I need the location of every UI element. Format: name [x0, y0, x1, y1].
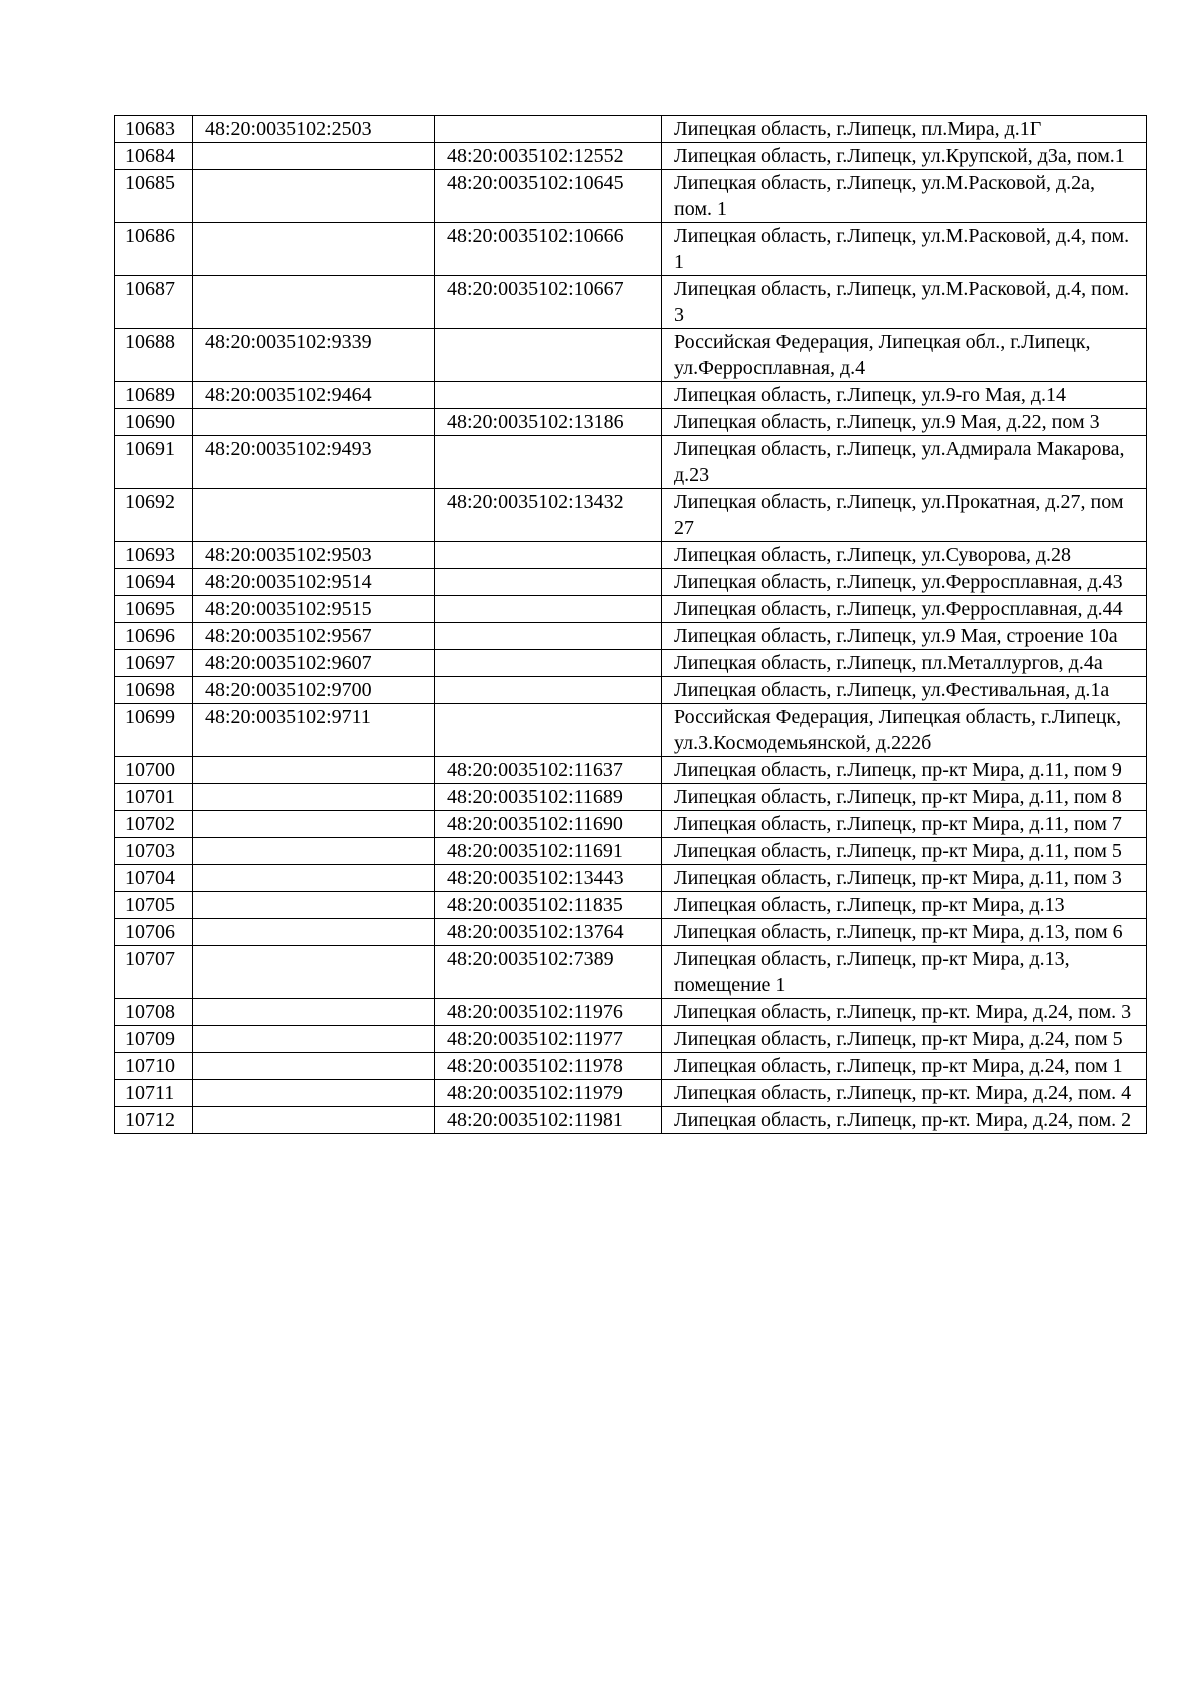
- address-cell: Липецкая область, г.Липецк, пр-кт. Мира, д.24, пом. 3: [662, 999, 1147, 1026]
- land-cadastral-number-cell: [193, 757, 435, 784]
- table-row: [115, 409, 1147, 436]
- table-row: [115, 1053, 1147, 1080]
- premises-cadastral-number-cell: 48:20:0035102:11689: [435, 784, 662, 811]
- row-number-cell: 10702: [115, 811, 193, 838]
- row-number-cell: 10703: [115, 838, 193, 865]
- address-cell: Липецкая область, г.Липецк, ул.М.Расковой, д.2а, пом. 1: [662, 170, 1147, 223]
- table-row: [115, 542, 1147, 569]
- premises-cadastral-number-cell: 48:20:0035102:11977: [435, 1026, 662, 1053]
- table-row: [115, 116, 1147, 143]
- land-cadastral-number-cell: 48:20:0035102:9493: [193, 436, 435, 489]
- land-cadastral-number-cell: [193, 892, 435, 919]
- table-row: [115, 223, 1147, 276]
- premises-cadastral-number-cell: [435, 329, 662, 382]
- land-cadastral-number-cell: [193, 276, 435, 329]
- address-cell: Липецкая область, г.Липецк, пр-кт Мира, д.24, пом 5: [662, 1026, 1147, 1053]
- land-cadastral-number-cell: [193, 838, 435, 865]
- address-cell: Липецкая область, г.Липецк, ул.9 Мая, д.22, пом 3: [662, 409, 1147, 436]
- land-cadastral-number-cell: [193, 170, 435, 223]
- row-number-cell: 10697: [115, 650, 193, 677]
- address-cell: Липецкая область, г.Липецк, пр-кт Мира, д.13: [662, 892, 1147, 919]
- row-number-cell: 10683: [115, 116, 193, 143]
- row-number-cell: 10685: [115, 170, 193, 223]
- premises-cadastral-number-cell: 48:20:0035102:11981: [435, 1107, 662, 1134]
- premises-cadastral-number-cell: 48:20:0035102:10667: [435, 276, 662, 329]
- premises-cadastral-number-cell: 48:20:0035102:11690: [435, 811, 662, 838]
- address-cell: Липецкая область, г.Липецк, ул.М.Расковой, д.4, пом. 3: [662, 276, 1147, 329]
- premises-cadastral-number-cell: 48:20:0035102:11976: [435, 999, 662, 1026]
- address-cell: Липецкая область, г.Липецк, пр-кт Мира, д.13, помещение 1: [662, 946, 1147, 999]
- row-number-cell: 10692: [115, 489, 193, 542]
- premises-cadastral-number-cell: [435, 116, 662, 143]
- address-cell: Липецкая область, г.Липецк, ул.Фестивальная, д.1а: [662, 677, 1147, 704]
- land-cadastral-number-cell: [193, 409, 435, 436]
- row-number-cell: 10700: [115, 757, 193, 784]
- address-cell: Липецкая область, г.Липецк, пр-кт Мира, д.11, пом 3: [662, 865, 1147, 892]
- address-cell: Липецкая область, г.Липецк, ул.Ферросплавная, д.43: [662, 569, 1147, 596]
- premises-cadastral-number-cell: 48:20:0035102:10666: [435, 223, 662, 276]
- table-row: [115, 892, 1147, 919]
- address-cell: Липецкая область, г.Липецк, ул.Прокатная, д.27, пом 27: [662, 489, 1147, 542]
- address-cell: Липецкая область, г.Липецк, ул.Крупской, д3а, пом.1: [662, 143, 1147, 170]
- row-number-cell: 10694: [115, 569, 193, 596]
- land-cadastral-number-cell: 48:20:0035102:9711: [193, 704, 435, 757]
- row-number-cell: 10689: [115, 382, 193, 409]
- address-cell: Липецкая область, г.Липецк, ул.Адмирала Макарова, д.23: [662, 436, 1147, 489]
- address-cell: Липецкая область, г.Липецк, ул.М.Расковой, д.4, пом. 1: [662, 223, 1147, 276]
- land-cadastral-number-cell: [193, 919, 435, 946]
- address-cell: Липецкая область, г.Липецк, пр-кт Мира, д.11, пом 9: [662, 757, 1147, 784]
- land-cadastral-number-cell: 48:20:0035102:2503: [193, 116, 435, 143]
- address-cell: Российская Федерация, Липецкая обл., г.Липецк, ул.Ферросплавная, д.4: [662, 329, 1147, 382]
- table-row: [115, 276, 1147, 329]
- land-cadastral-number-cell: [193, 1053, 435, 1080]
- land-cadastral-number-cell: [193, 999, 435, 1026]
- table-row: [115, 569, 1147, 596]
- address-cell: Липецкая область, г.Липецк, пр-кт Мира, д.11, пом 7: [662, 811, 1147, 838]
- land-cadastral-number-cell: [193, 865, 435, 892]
- land-cadastral-number-cell: 48:20:0035102:9567: [193, 623, 435, 650]
- land-cadastral-number-cell: 48:20:0035102:9700: [193, 677, 435, 704]
- table-row: [115, 757, 1147, 784]
- premises-cadastral-number-cell: 48:20:0035102:13432: [435, 489, 662, 542]
- row-number-cell: 10690: [115, 409, 193, 436]
- table-row: [115, 650, 1147, 677]
- address-cell: Липецкая область, г.Липецк, ул.9 Мая, строение 10а: [662, 623, 1147, 650]
- table-row: [115, 1107, 1147, 1134]
- premises-cadastral-number-cell: 48:20:0035102:11637: [435, 757, 662, 784]
- row-number-cell: 10699: [115, 704, 193, 757]
- premises-cadastral-number-cell: 48:20:0035102:13186: [435, 409, 662, 436]
- row-number-cell: 10710: [115, 1053, 193, 1080]
- row-number-cell: 10686: [115, 223, 193, 276]
- row-number-cell: 10691: [115, 436, 193, 489]
- row-number-cell: 10701: [115, 784, 193, 811]
- premises-cadastral-number-cell: [435, 436, 662, 489]
- premises-cadastral-number-cell: 48:20:0035102:11691: [435, 838, 662, 865]
- row-number-cell: 10687: [115, 276, 193, 329]
- row-number-cell: 10707: [115, 946, 193, 999]
- premises-cadastral-number-cell: [435, 704, 662, 757]
- table-row: [115, 382, 1147, 409]
- premises-cadastral-number-cell: [435, 650, 662, 677]
- premises-cadastral-number-cell: 48:20:0035102:7389: [435, 946, 662, 999]
- address-cell: Липецкая область, г.Липецк, пр-кт. Мира, д.24, пом. 4: [662, 1080, 1147, 1107]
- premises-cadastral-number-cell: 48:20:0035102:11979: [435, 1080, 662, 1107]
- row-number-cell: 10684: [115, 143, 193, 170]
- table-row: [115, 170, 1147, 223]
- address-cell: Липецкая область, г.Липецк, ул.9-го Мая, д.14: [662, 382, 1147, 409]
- row-number-cell: 10695: [115, 596, 193, 623]
- land-cadastral-number-cell: [193, 1026, 435, 1053]
- address-cell: Липецкая область, г.Липецк, пр-кт Мира, д.24, пом 1: [662, 1053, 1147, 1080]
- land-cadastral-number-cell: 48:20:0035102:9339: [193, 329, 435, 382]
- address-cell: Российская Федерация, Липецкая область, г.Липецк, ул.З.Космодемьянской, д.222б: [662, 704, 1147, 757]
- table-row: [115, 143, 1147, 170]
- property-table-body: [115, 116, 1147, 1134]
- row-number-cell: 10693: [115, 542, 193, 569]
- table-row: [115, 999, 1147, 1026]
- address-cell: Липецкая область, г.Липецк, пр-кт Мира, д.11, пом 5: [662, 838, 1147, 865]
- table-row: [115, 919, 1147, 946]
- property-table: [114, 115, 1147, 1134]
- land-cadastral-number-cell: [193, 811, 435, 838]
- address-cell: Липецкая область, г.Липецк, пр-кт Мира, д.11, пом 8: [662, 784, 1147, 811]
- table-row: [115, 704, 1147, 757]
- table-row: [115, 838, 1147, 865]
- premises-cadastral-number-cell: [435, 596, 662, 623]
- premises-cadastral-number-cell: 48:20:0035102:11835: [435, 892, 662, 919]
- address-cell: Липецкая область, г.Липецк, ул.Суворова, д.28: [662, 542, 1147, 569]
- table-row: [115, 784, 1147, 811]
- table-row: [115, 1026, 1147, 1053]
- row-number-cell: 10688: [115, 329, 193, 382]
- land-cadastral-number-cell: 48:20:0035102:9464: [193, 382, 435, 409]
- premises-cadastral-number-cell: 48:20:0035102:13443: [435, 865, 662, 892]
- row-number-cell: 10704: [115, 865, 193, 892]
- table-row: [115, 596, 1147, 623]
- table-row: [115, 865, 1147, 892]
- table-row: [115, 677, 1147, 704]
- address-cell: Липецкая область, г.Липецк, пл.Мира, д.1Г: [662, 116, 1147, 143]
- premises-cadastral-number-cell: 48:20:0035102:10645: [435, 170, 662, 223]
- premises-cadastral-number-cell: 48:20:0035102:13764: [435, 919, 662, 946]
- premises-cadastral-number-cell: [435, 623, 662, 650]
- land-cadastral-number-cell: [193, 489, 435, 542]
- land-cadastral-number-cell: 48:20:0035102:9503: [193, 542, 435, 569]
- table-row: [115, 946, 1147, 999]
- row-number-cell: 10706: [115, 919, 193, 946]
- row-number-cell: 10709: [115, 1026, 193, 1053]
- table-row: [115, 1080, 1147, 1107]
- land-cadastral-number-cell: 48:20:0035102:9514: [193, 569, 435, 596]
- land-cadastral-number-cell: 48:20:0035102:9607: [193, 650, 435, 677]
- address-cell: Липецкая область, г.Липецк, пр-кт. Мира, д.24, пом. 2: [662, 1107, 1147, 1134]
- table-row: [115, 623, 1147, 650]
- premises-cadastral-number-cell: 48:20:0035102:11978: [435, 1053, 662, 1080]
- table-row: [115, 436, 1147, 489]
- land-cadastral-number-cell: [193, 1107, 435, 1134]
- row-number-cell: 10696: [115, 623, 193, 650]
- row-number-cell: 10711: [115, 1080, 193, 1107]
- row-number-cell: 10708: [115, 999, 193, 1026]
- row-number-cell: 10705: [115, 892, 193, 919]
- premises-cadastral-number-cell: [435, 569, 662, 596]
- table-row: [115, 329, 1147, 382]
- land-cadastral-number-cell: [193, 143, 435, 170]
- land-cadastral-number-cell: [193, 946, 435, 999]
- premises-cadastral-number-cell: 48:20:0035102:12552: [435, 143, 662, 170]
- land-cadastral-number-cell: [193, 1080, 435, 1107]
- premises-cadastral-number-cell: [435, 382, 662, 409]
- table-row: [115, 489, 1147, 542]
- table-row: [115, 811, 1147, 838]
- land-cadastral-number-cell: [193, 223, 435, 276]
- land-cadastral-number-cell: [193, 784, 435, 811]
- address-cell: Липецкая область, г.Липецк, пр-кт Мира, д.13, пом 6: [662, 919, 1147, 946]
- land-cadastral-number-cell: 48:20:0035102:9515: [193, 596, 435, 623]
- row-number-cell: 10712: [115, 1107, 193, 1134]
- premises-cadastral-number-cell: [435, 542, 662, 569]
- address-cell: Липецкая область, г.Липецк, ул.Ферросплавная, д.44: [662, 596, 1147, 623]
- address-cell: Липецкая область, г.Липецк, пл.Металлургов, д.4а: [662, 650, 1147, 677]
- premises-cadastral-number-cell: [435, 677, 662, 704]
- row-number-cell: 10698: [115, 677, 193, 704]
